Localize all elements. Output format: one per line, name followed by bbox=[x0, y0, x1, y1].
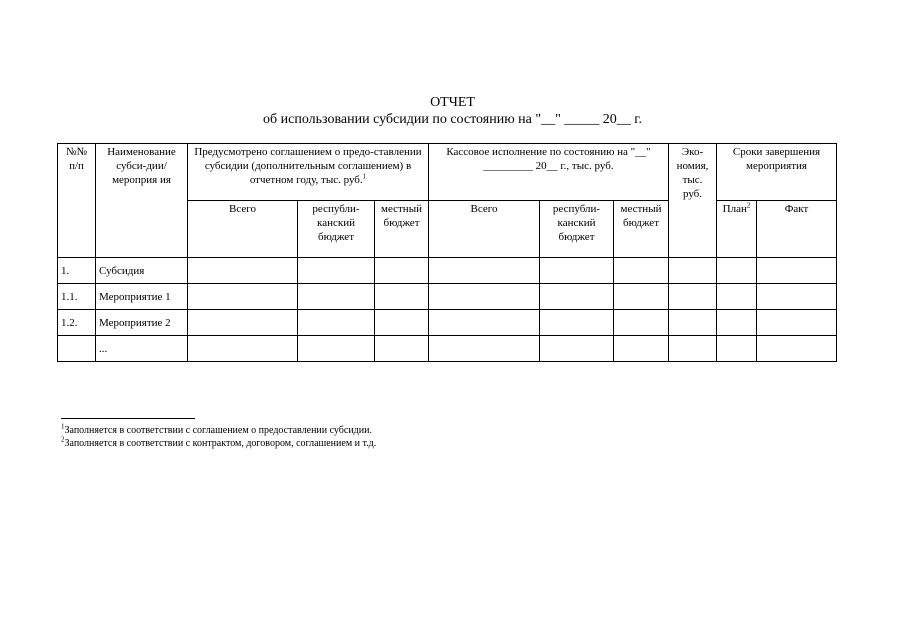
row-num: 1. bbox=[58, 258, 96, 284]
empty-cell[interactable] bbox=[717, 310, 757, 336]
empty-cell[interactable] bbox=[298, 336, 375, 362]
empty-cell[interactable] bbox=[669, 310, 717, 336]
row-num: 1.1. bbox=[58, 284, 96, 310]
subheader-total-agreement: Всего bbox=[188, 201, 298, 258]
header-num: №№ п/п bbox=[58, 144, 96, 258]
empty-cell[interactable] bbox=[669, 336, 717, 362]
table-row bbox=[58, 258, 837, 284]
empty-cell[interactable] bbox=[757, 336, 837, 362]
row-name: ... bbox=[96, 336, 188, 362]
header-agreement-text: Предусмотрено соглашением о предо-ставлении субсидии (дополнительным соглашением) в отчетном году, тыс. руб. bbox=[194, 146, 422, 186]
row-name: Субсидия bbox=[96, 258, 188, 284]
footnote-2 bbox=[61, 435, 377, 450]
empty-cell[interactable] bbox=[188, 336, 298, 362]
empty-cell[interactable] bbox=[429, 284, 540, 310]
report-title: ОТЧЕТ bbox=[430, 95, 475, 110]
footnote-divider bbox=[61, 418, 195, 419]
empty-cell[interactable] bbox=[757, 310, 837, 336]
empty-cell[interactable] bbox=[540, 310, 614, 336]
empty-cell[interactable] bbox=[298, 284, 375, 310]
empty-cell[interactable] bbox=[540, 284, 614, 310]
header-deadlines: Сроки завершения мероприятия bbox=[717, 144, 837, 201]
footnote-text: Заполняется в соответствии с контрактом, договором, соглашением и т.д. bbox=[64, 438, 377, 449]
empty-cell[interactable] bbox=[429, 310, 540, 336]
empty-cell[interactable] bbox=[298, 310, 375, 336]
row-num: 1.2. bbox=[58, 310, 96, 336]
empty-cell[interactable] bbox=[717, 284, 757, 310]
empty-cell[interactable] bbox=[298, 258, 375, 284]
row-name: Мероприятие 1 bbox=[96, 284, 188, 310]
subheader-republican-agreement: республи-канский бюджет bbox=[298, 201, 375, 258]
empty-cell[interactable] bbox=[614, 310, 669, 336]
row-num bbox=[58, 336, 96, 362]
empty-cell[interactable] bbox=[540, 258, 614, 284]
footnote-mark: 2 bbox=[61, 435, 65, 444]
subheader-total-cash: Всего bbox=[429, 201, 540, 258]
subheader-local-agreement: местный бюджет bbox=[375, 201, 429, 258]
footnote-ref-2: 2 bbox=[746, 201, 751, 210]
table-row bbox=[58, 310, 837, 336]
empty-cell[interactable] bbox=[717, 336, 757, 362]
header-economy: Эко-номия, тыс. руб. bbox=[669, 144, 717, 258]
empty-cell[interactable] bbox=[188, 284, 298, 310]
footnote-ref-1: 1 bbox=[362, 172, 367, 181]
empty-cell[interactable] bbox=[614, 336, 669, 362]
empty-cell[interactable] bbox=[188, 310, 298, 336]
empty-cell[interactable] bbox=[669, 284, 717, 310]
header-cash: Кассовое исполнение по состоянию на "__" _________ 20__ г., тыс. руб. bbox=[429, 144, 669, 201]
subheader-plan bbox=[717, 201, 757, 258]
subheader-local-cash: местный бюджет bbox=[614, 201, 669, 258]
empty-cell[interactable] bbox=[614, 284, 669, 310]
empty-cell[interactable] bbox=[375, 284, 429, 310]
subheader-fact: Факт bbox=[757, 201, 837, 258]
table-row bbox=[58, 336, 837, 362]
empty-cell[interactable] bbox=[717, 258, 757, 284]
empty-cell[interactable] bbox=[614, 258, 669, 284]
empty-cell[interactable] bbox=[429, 336, 540, 362]
subheader-plan-text: План bbox=[722, 203, 747, 215]
table-header-row bbox=[58, 144, 837, 201]
empty-cell[interactable] bbox=[375, 258, 429, 284]
row-name: Мероприятие 2 bbox=[96, 310, 188, 336]
empty-cell[interactable] bbox=[429, 258, 540, 284]
empty-cell[interactable] bbox=[375, 310, 429, 336]
footnote-text: Заполняется в соответствии с соглашением о предоставлении субсидии. bbox=[64, 425, 372, 436]
subheader-republican-cash: республи-канский бюджет bbox=[540, 201, 614, 258]
header-name: Наименование субси-дии/мероприя ия bbox=[96, 144, 188, 258]
empty-cell[interactable] bbox=[757, 284, 837, 310]
empty-cell[interactable] bbox=[669, 258, 717, 284]
table-row bbox=[58, 284, 837, 310]
footnote-1 bbox=[61, 422, 372, 437]
empty-cell[interactable] bbox=[757, 258, 837, 284]
empty-cell[interactable] bbox=[375, 336, 429, 362]
empty-cell[interactable] bbox=[540, 336, 614, 362]
header-agreement bbox=[188, 144, 429, 201]
report-table bbox=[57, 143, 837, 362]
report-subtitle: об использовании субсидии по состоянию на "__" _____ 20__ г. bbox=[263, 112, 642, 127]
empty-cell[interactable] bbox=[188, 258, 298, 284]
footnote-mark: 1 bbox=[61, 422, 65, 431]
